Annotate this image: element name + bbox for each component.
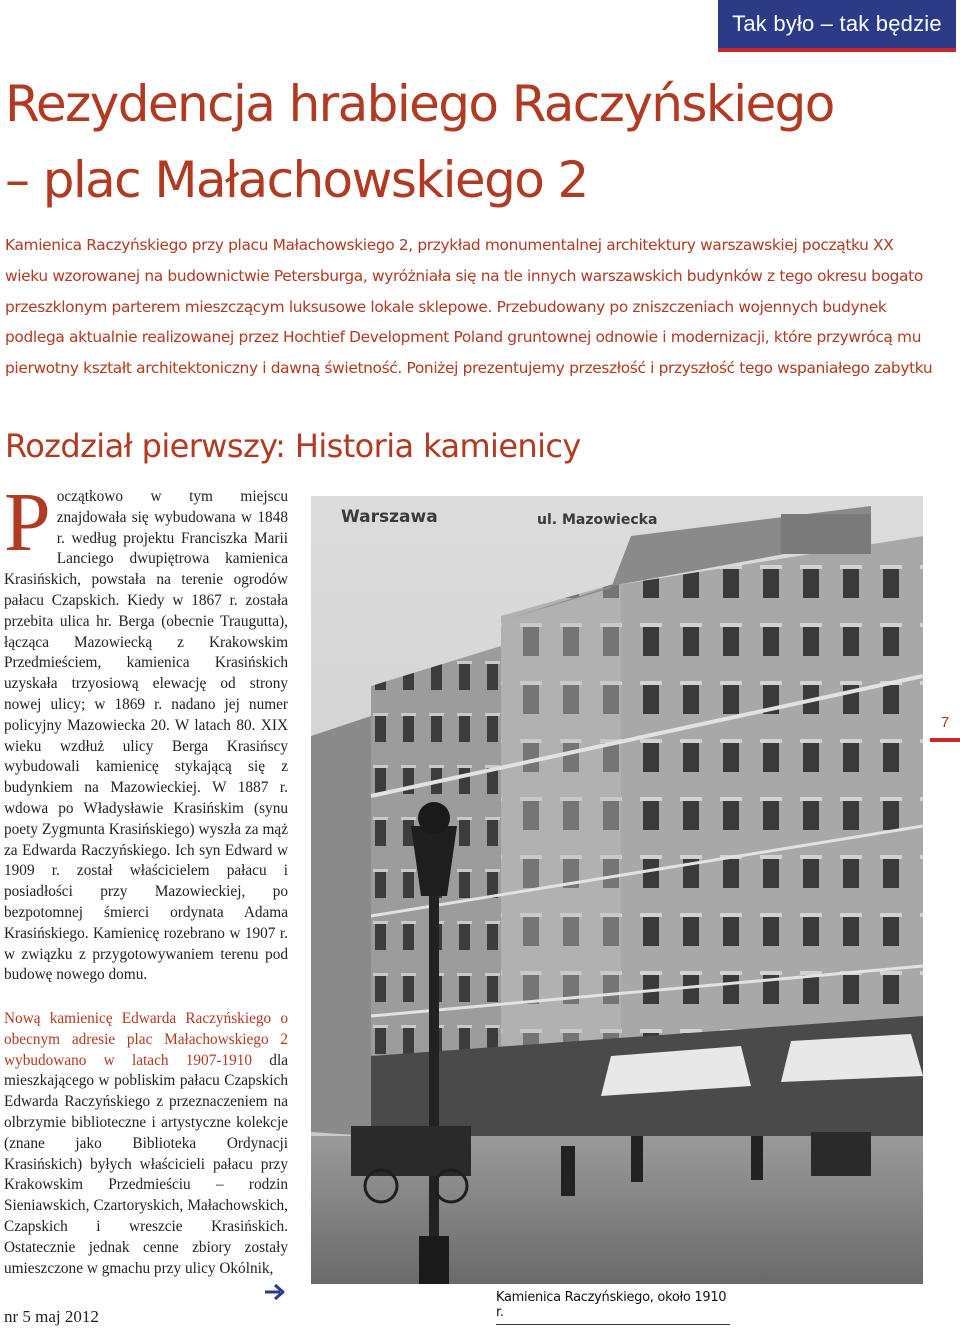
article-column-2	[4, 1009, 288, 1279]
title-line-2: – plac Małachowskiego 2	[5, 151, 588, 209]
photo-label-city: Warszawa	[341, 507, 438, 527]
photo-caption: Kamienica Raczyńskiego, około 1910 r.	[496, 1290, 730, 1325]
issue-footer: nr 5 maj 2012	[4, 1307, 99, 1326]
intro-lead: Kamienica Raczyńskiego przy placu Małachowskiego 2, przykład monumentalnej architektury warszawskiej początku XX wieku wzorowanej na budownictwie Petersburga, wyróżniała się na tle innych warszawskich budynków z tego okresu bogato przeszklonym parterem mieszczącym luksusowe lokale sklepowe. Przebudowany po zniszczeniach wojennych budynek podlega aktualnie realizowanej przez Hochtief Development Poland gruntownej odnowie i modernizacji, które przywrócą mu pierwotny kształt architektoniczny i dawną świetność. Poniżej prezentujemy przeszłość i przyszłość tego wspaniałego zabytku	[5, 236, 933, 378]
page-number: 7	[930, 708, 960, 742]
section-tag: Tak było – tak będzie	[718, 0, 956, 52]
photo-label-street: ul. Mazowiecka	[537, 512, 658, 528]
paragraph-1: oczątkowo w tym miejscu znajdowała się wybudowana w 1848 r. według projektu Franciszka Marii Lanciego dwupiętrowa kamienica Krasińskich, powstała na terenie ogrodów pałacu Czapskich. Kiedy w 1867 r. została przebita ulica hr. Berga (obecnie Traugutta), łącząca Mazowiecką z Krakowskim Przedmieściem, kamienica Krasińskich uzyskała trzyosiową elewację od strony nowej ulicy; w 1869 r. nadano jej numer policyjny Mazowiecka 20. W latach 80. XIX wieku wzdłuż ulicy Berga Krasińscy wybudowali kamienicę stykającą się z budynkiem na Mazowieckiej. W 1887 r. wdowa po Władysławie Krasińskim (synu poety Zygmunta Krasińskiego) wyszła za mąż za Edwarda Raczyńskiego. Ich syn Edward w 1909 r. został właścicielem pałacu i posiadłości przy Mazowieckiej, po bezpotomnej śmierci ordynata Adama Krasińskiego. Kamienicę rozebrano w 1907 r. w związku z przygotowywaniem terenu pod budowę nowego domu.	[4, 488, 288, 984]
dropcap: P	[4, 476, 51, 569]
article-column-1	[4, 476, 288, 986]
title-line-1: Rezydencja hrabiego Raczyńskiego	[5, 75, 834, 133]
paragraph-2-text: dla mieszkającego w pobliskim pałacu Czapskich Edwarda Raczyńskiego z przeznaczeniem na olbrzymie biblioteczne i artystyczne kolekcje (znane jako Biblioteka Ordynacji Krasińskich) byłych właścicieli pałacu przy Krakowskim Przedmieściu – rodzin Sieniawskich, Czartoryskich, Małachowskich, Czapskich i wreszcie Krasińskich. Ostatecznie jednak cenne zbiory zostały umieszczone w gmachu przy ulicy Okólnik,	[4, 1051, 288, 1277]
continue-arrow-icon	[264, 1282, 286, 1302]
historic-photo	[311, 496, 923, 1284]
chapter-title: Rozdział pierwszy: Historia kamienicy	[5, 427, 581, 465]
historic-photo-graphic	[311, 496, 923, 1284]
paragraph-2-highlight: Nową kamienicę Edwarda Raczyńskiego o obecnym adresie plac Małachowskiego 2 wybudowano w latach 1907-1910	[4, 1010, 288, 1069]
article-title	[5, 66, 945, 218]
